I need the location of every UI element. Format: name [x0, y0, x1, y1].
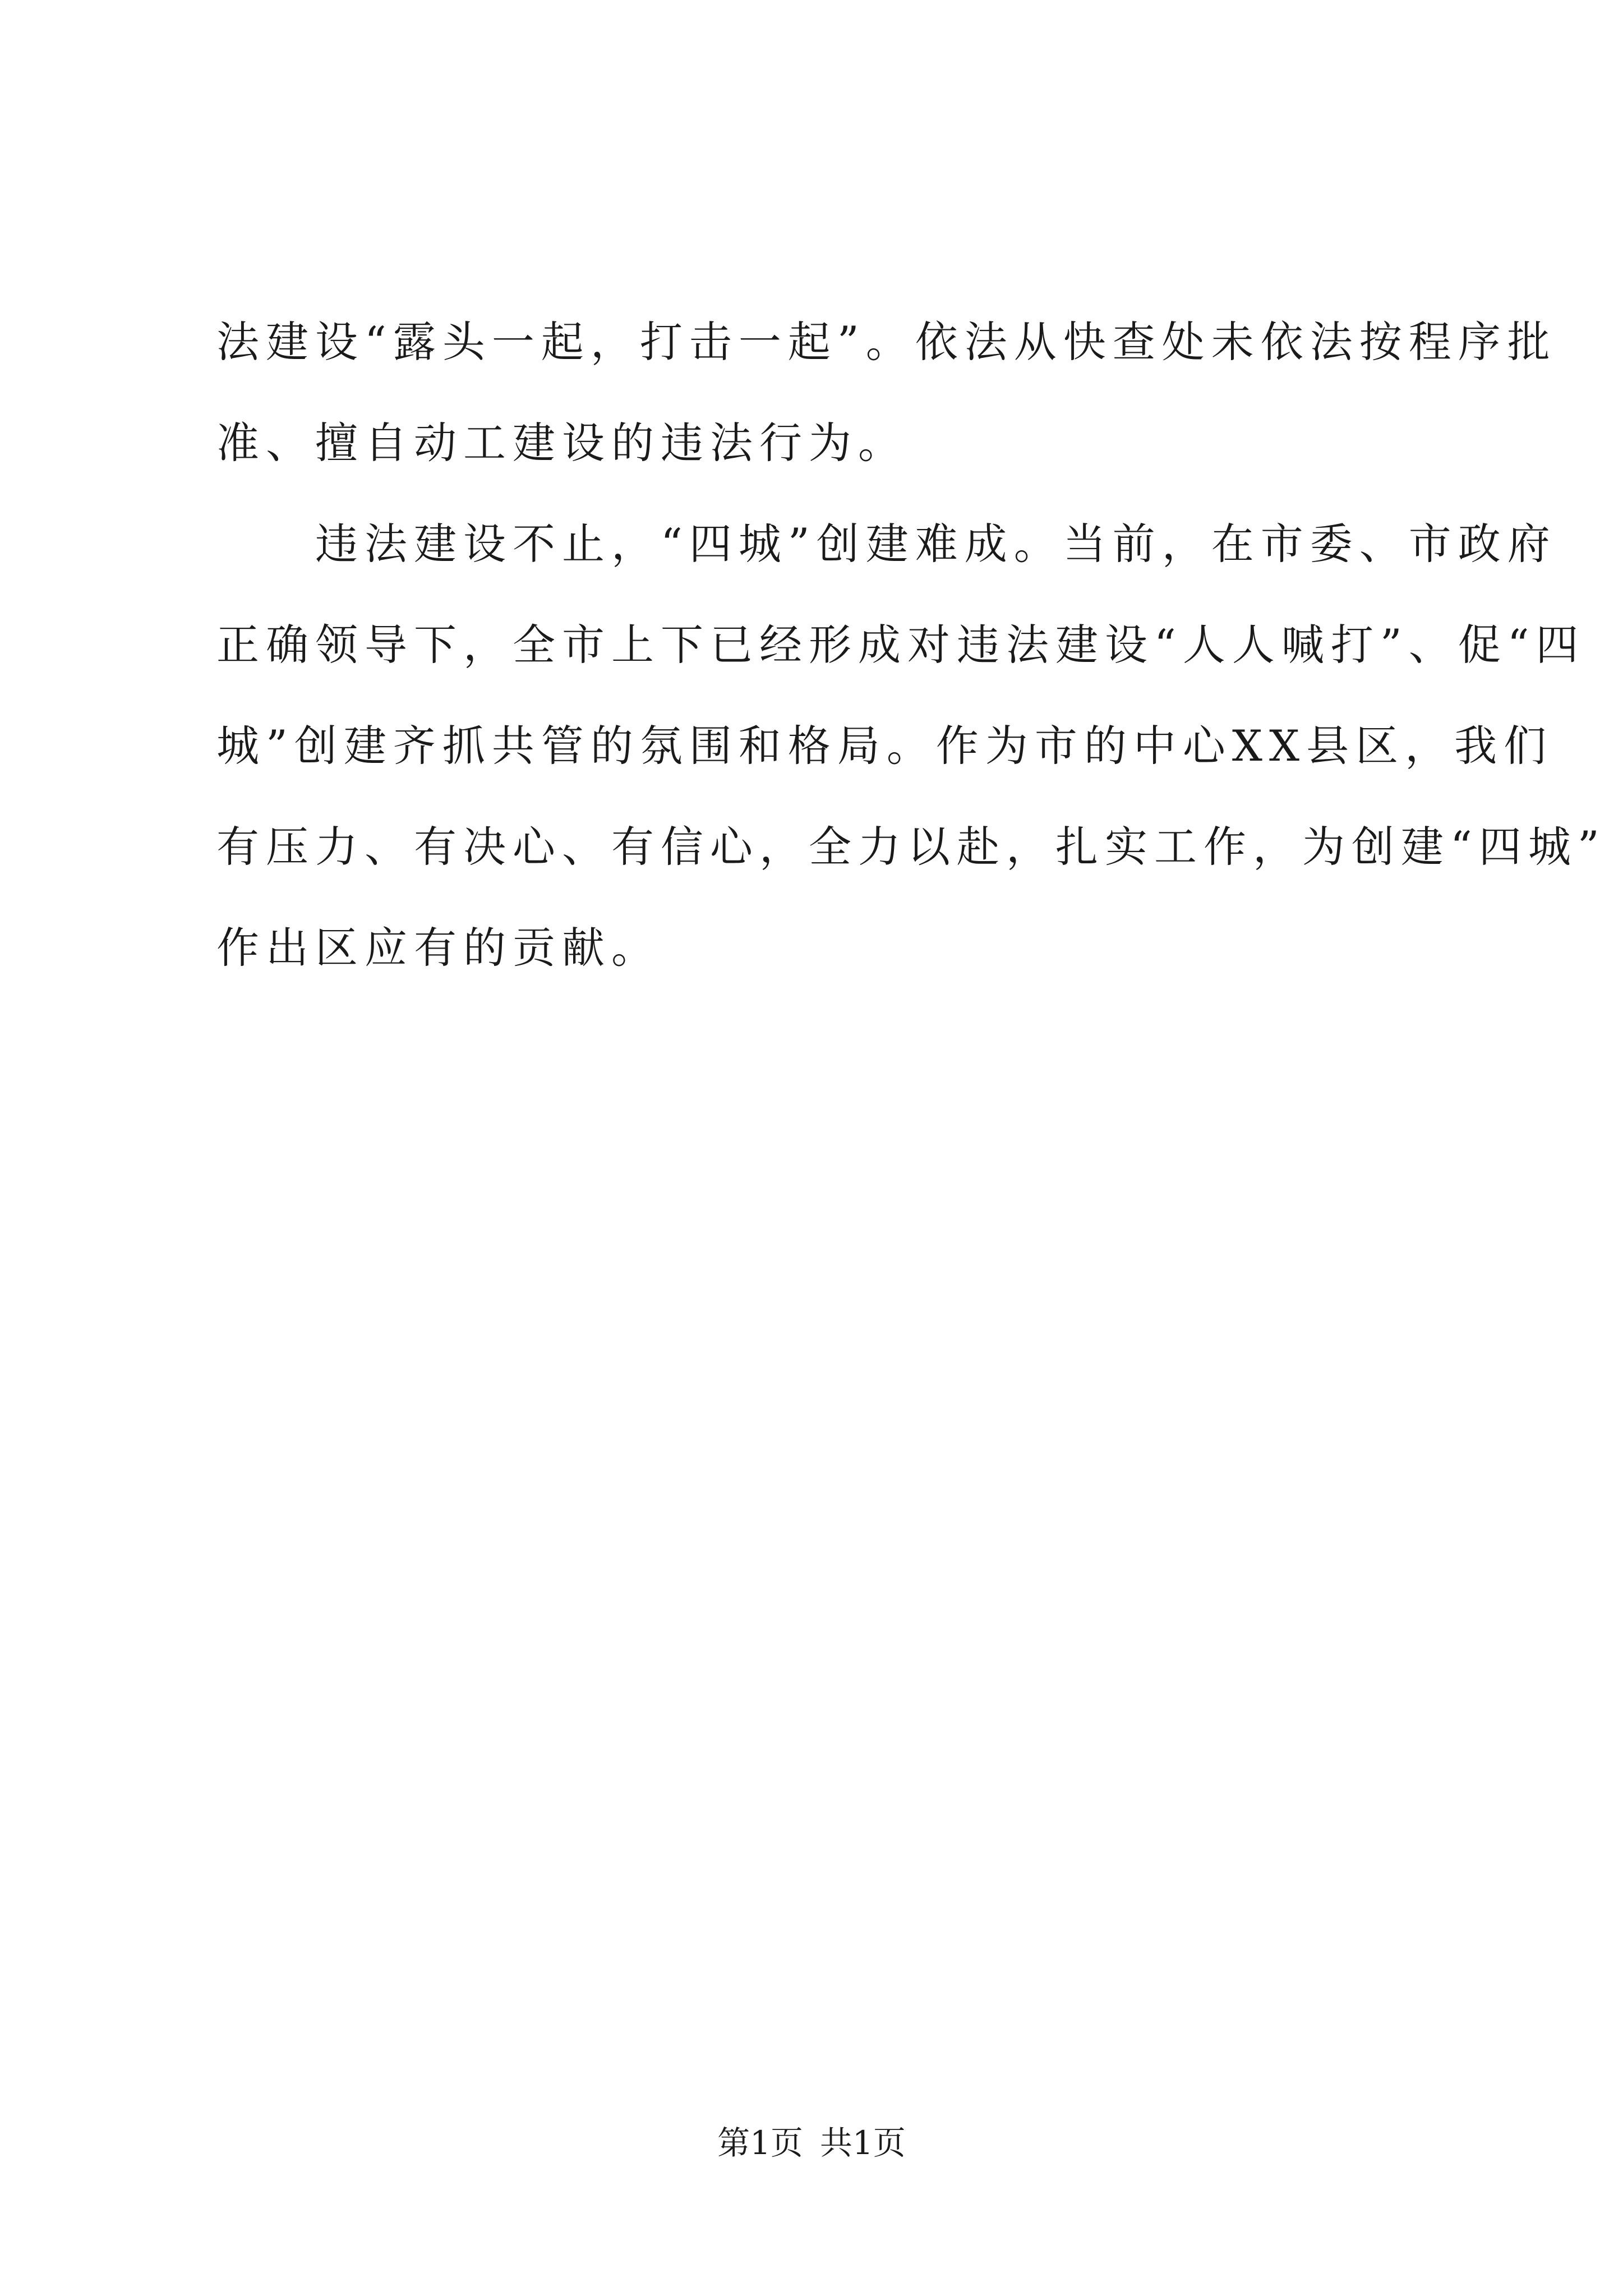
page-number: 第1页	[717, 2124, 803, 2162]
paragraph-line: 违法建设不止，“四城”创建难成。当前，在市委、市政府	[315, 519, 1557, 569]
paragraph-2	[216, 494, 1606, 999]
paragraph-line: 作出区应有的贡献。	[216, 923, 661, 973]
paragraph-line: 正确领导下，全市上下已经形成对违法建设“人人喊打”、促“四	[216, 620, 1585, 670]
paragraph-1	[216, 292, 1557, 494]
paragraph-line: 准、擅自动工建设的违法行为。	[216, 418, 907, 468]
paragraph-line: 法建设“露头一起，打击一起”。依法从快查处未依法按程序批	[216, 317, 1557, 367]
paragraph-line: 城”创建齐抓共管的氛围和格局。作为市的中心XX县区，我们	[216, 721, 1553, 771]
paragraph-line: 有压力、有决心、有信心，全力以赴，扎实工作，为创建“四城”	[216, 822, 1606, 872]
page-footer	[0, 2120, 1623, 2165]
document-body	[216, 292, 1606, 999]
page-total: 共1页	[820, 2124, 906, 2162]
